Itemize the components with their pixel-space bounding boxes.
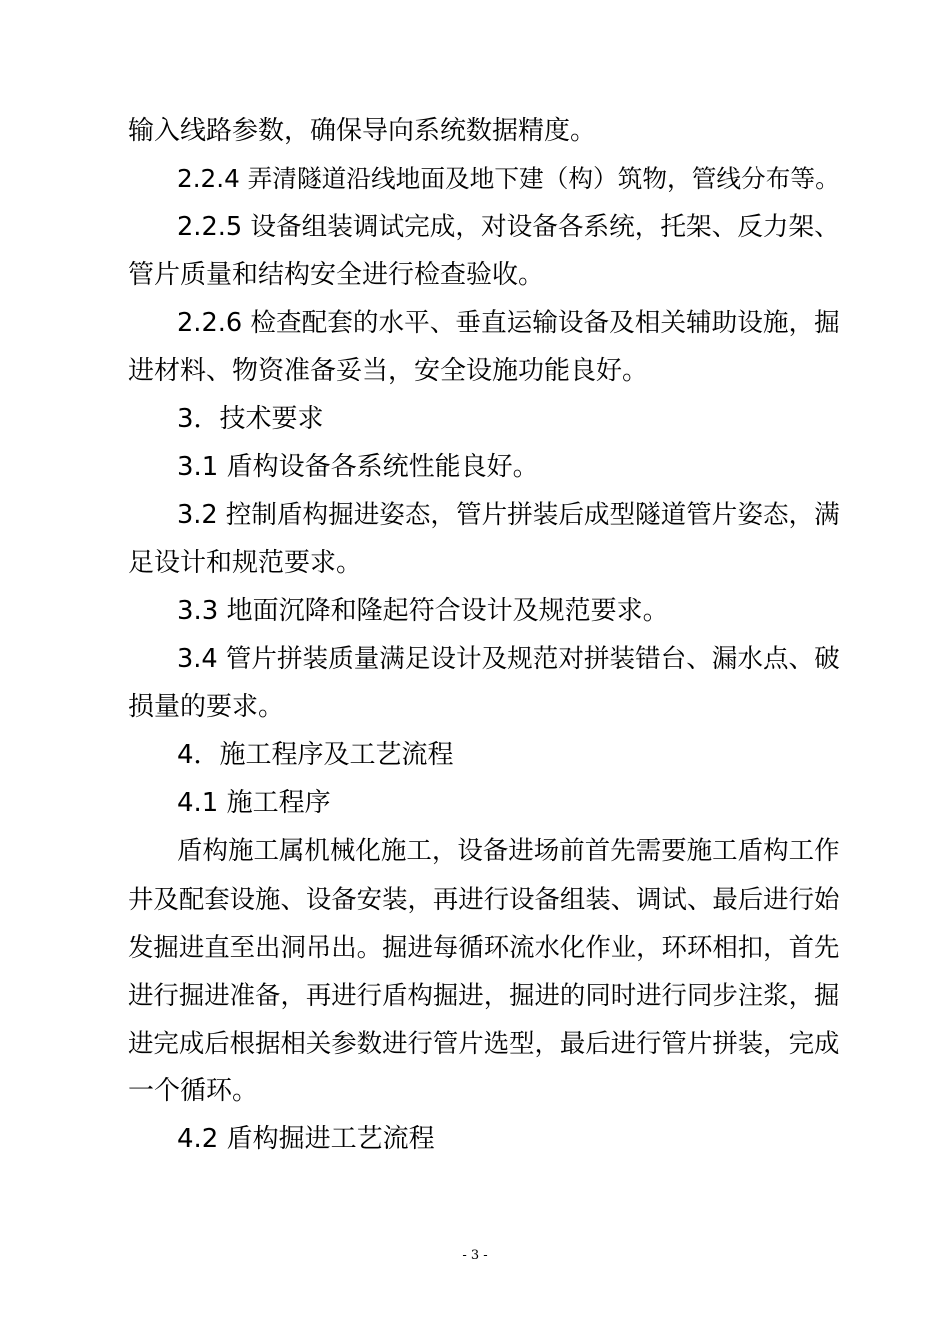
page-number: - 3 - — [462, 1248, 488, 1263]
section-heading: 3．技术要求 — [177, 404, 324, 434]
text-line: 3.3 地面沉降和隆起符合设计及规范要求。 — [177, 596, 669, 626]
text-line: 一个循环。 — [128, 1076, 259, 1106]
text-line: 损量的要求。 — [128, 692, 285, 722]
text-line: 井及配套设施、设备安装，再进行设备组装、调试、最后进行始 — [128, 884, 840, 914]
section-heading: 4．施工程序及工艺流程 — [177, 740, 454, 770]
text-line: 进材料、物资准备妥当，安全设施功能良好。 — [128, 356, 649, 386]
subsection-heading: 4.2 盾构掘进工艺流程 — [177, 1124, 435, 1154]
text-line: 2.2.5 设备组装调试完成，对设备各系统，托架、反力架、 — [177, 212, 840, 242]
text-line: 进完成后根据相关参数进行管片选型，最后进行管片拼装，完成 — [128, 1028, 840, 1058]
text-line: 足设计和规范要求。 — [128, 548, 363, 578]
text-line: 输入线路参数，确保导向系统数据精度。 — [128, 116, 597, 146]
text-line: 盾构施工属机械化施工，设备进场前首先需要施工盾构工作 — [177, 836, 840, 866]
text-line: 2.2.4 弄清隧道沿线地面及地下建（构）筑物，管线分布等。 — [177, 164, 840, 193]
text-line: 3.2 控制盾构掘进姿态，管片拼装后成型隧道管片姿态，满 — [177, 500, 840, 530]
subsection-heading: 4.1 施工程序 — [177, 788, 331, 818]
text-line: 2.2.6 检查配套的水平、垂直运输设备及相关辅助设施，掘 — [177, 308, 840, 338]
text-line: 3.1 盾构设备各系统性能良好。 — [177, 452, 539, 482]
text-line: 发掘进直至出洞吊出。掘进每循环流水化作业，环环相扣，首先 — [128, 932, 840, 962]
text-line: 3.4 管片拼装质量满足设计及规范对拼装错台、漏水点、破 — [177, 644, 840, 674]
text-line: 进行掘进准备，再进行盾构掘进，掘进的同时进行同步注浆，掘 — [128, 980, 840, 1010]
text-line: 管片质量和结构安全进行检查验收。 — [128, 260, 545, 290]
